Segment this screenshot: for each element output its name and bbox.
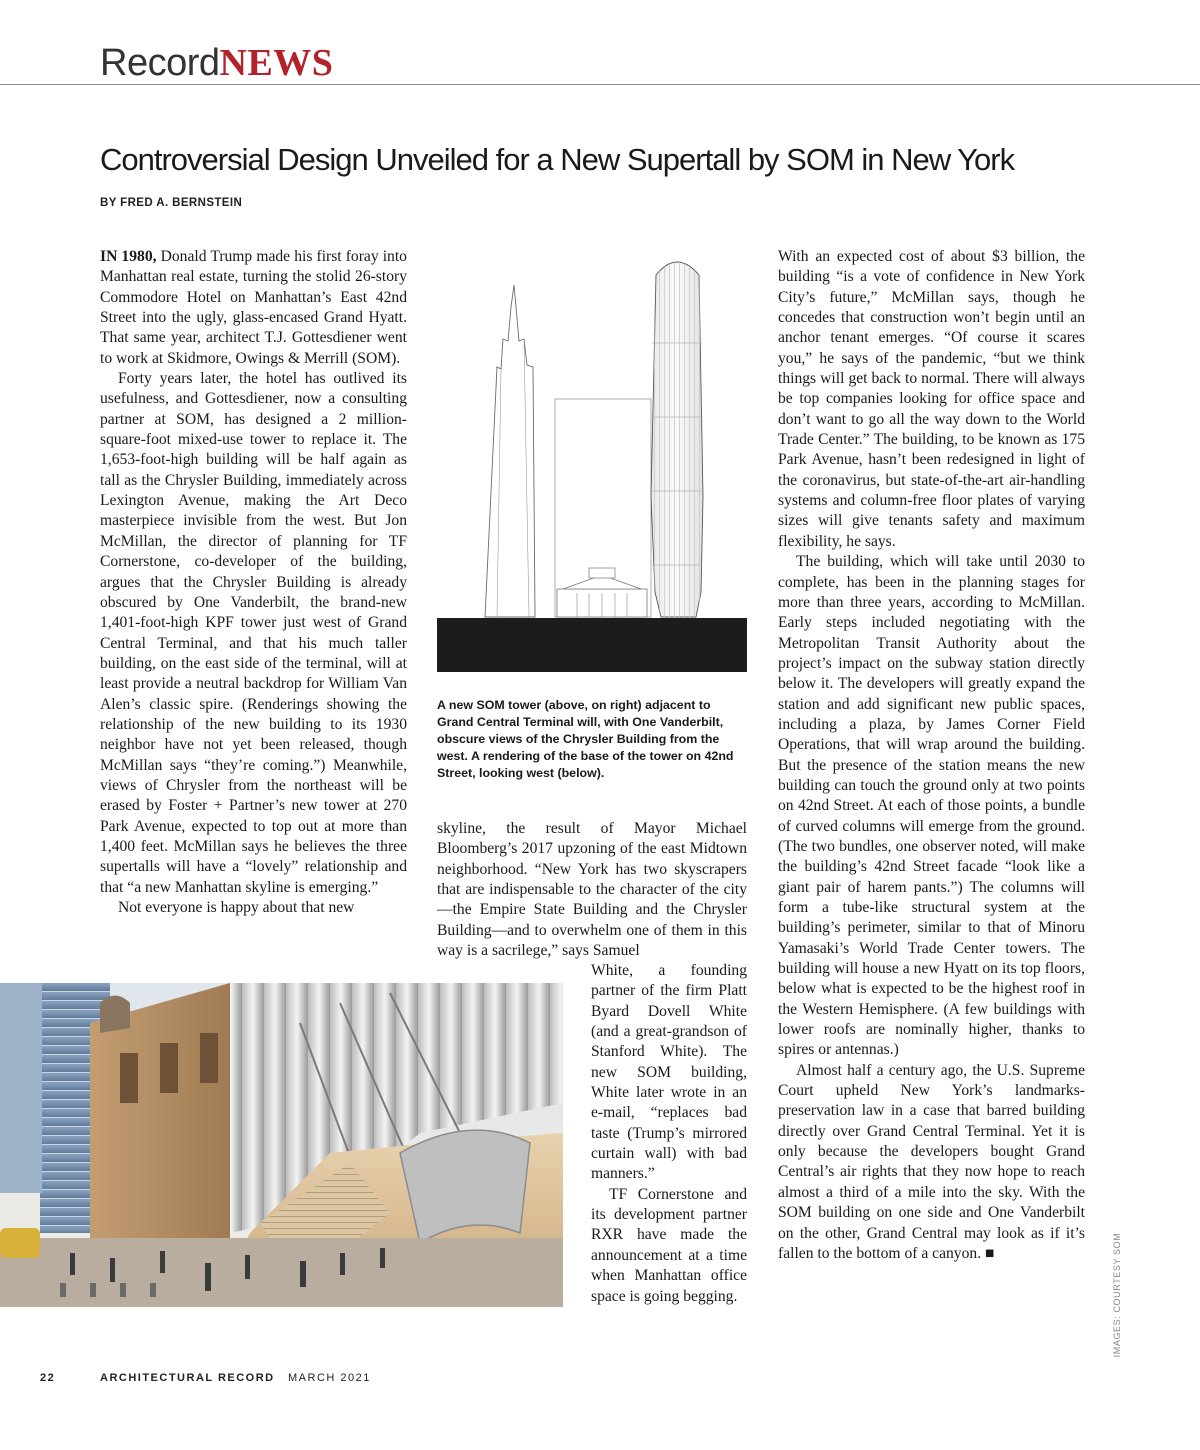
image-credit (1107, 1230, 1127, 1360)
column1-paragraph-2: Forty years later, the hotel has outlived its usefulness, and Gottesdiener, now a consulting partner at SOM, has designed a 2 million-square-foot mixed-use tower to replace it. The 1,653-foot-high building will be half again as tall as the Chrysler Building, immediately across Lexington Avenue, making the Art Deco masterpiece invisible from the west. But Jon McMillan, the director of planning for TF Cornerstone, co-developer of the building, argues that the Chrysler Building is already obscured by One Vanderbilt, the brand-new 1,401-foot-high KPF tower just west of Grand Central Terminal, and that his much taller building, on the east side of the terminal, will at least provide a neutral backdrop for William Van Alen’s classic spire. (Renderings showing the relationship of the new building to its 1930 neighbor have not yet been released, though McMillan says “they’re coming.”) Meanwhile, views of Chrysler from the northeast will be erased by Foster + Partner’s new tower at 270 Park Avenue, expected to top out at more than 1,400 feet. McMillan says he believes the three supertalls will have a “lovely” relationship and that “a new Manhattan skyline is emerging.” (100, 370, 407, 896)
column1-paragraph-3: Not everyone is happy about that new (118, 899, 355, 916)
column2-paragraph-1: skyline, the result of Mayor Michael Bloomberg’s 2017 upzoning of the east Midtown neighborhood. “New York has two skyscrapers that are indispensable to the character of the city—the Empire State Building and the Chrysler Building—and to overwhelm one of them in this way is a sacrilege,” says Samuel (437, 820, 747, 960)
column3-paragraph-3: Almost half a century ago, the U.S. Supreme Court upheld New York’s landmarks-preservation law in a case that barred building directly over Grand Central Terminal. Yet it is only because the developers bought Grand Central’s air rights that they now hope to reach almost a third of a mile into the sky. With the SOM building on one side and One Vanderbilt on the other, Grand Central may look as if it’s fallen to the bottom of a canyon. ■ (778, 1061, 1085, 1262)
ground-band (437, 618, 747, 672)
byline: BY FRED A. BERNSTEIN (100, 197, 243, 209)
lead-in: IN 1980, (100, 248, 157, 265)
som-tower-elevation (651, 262, 703, 617)
street-rendering-image (0, 983, 563, 1307)
one-vanderbilt-outline (485, 285, 535, 617)
article-column-1 (100, 247, 407, 918)
masthead-record: Record (100, 42, 220, 84)
column3-paragraph-1: With an expected cost of about $3 billion, the building “is a vote of confidence in New York City’s future,” McMillan says, though he concedes that construction won’t begin until an anchor tenant emerges. “Of course it scares you,” he says of the pandemic, “but we think things will get back to normal. There will always be top companies looking for office space and don’t want to go all the way down to the World Trade Center.” The building, to be known as 175 Park Avenue, hasn’t been redesigned in light of the coronavirus, but state-of-the-art air-handling systems and column-free floor plates of varying sizes will give tenants safety and maximum flexibility, he says. (778, 248, 1085, 550)
magazine-name: ARCHITECTURAL RECORD (100, 1372, 275, 1384)
sidewalk (0, 1238, 563, 1307)
column3-paragraph-2: The building, which will take until 2030 to complete, has been in the planning stages for more than three years, according to McMillan. Early steps included negotiating with the Metropolitan Transit Authority about the project’s impact on the subway station directly below it. The developers will greatly expand the station and add significant new public spaces, including a plaza, by James Corner Field Operations, that will wrap around the building. But the presence of the station means the new building can touch the ground only at two points on 42nd Street. At each of those points, a bundle of curved columns will emerge from the ground. (The two bundles, one observer noted, will make the building’s 42nd Street facade “look like a giant pair of harem pants.”) The columns will form a tube-like structural system at the building’s perimeter, similar to that of Minoru Yamasaki’s World Trade Center towers. The building will house a new Hyatt on its top floors, below what is expected to be the highest roof in the Western Hemisphere. (A few buildings with lower roofs are nominally higher, thanks to spires or antennas.) (778, 553, 1085, 1059)
column2-paragraph-2: White, a founding partner of the firm Platt Byard Dovell White (and a great-grandson of Stanford White). The new SOM building, White later wrote in an e-mail, “replaces bad taste (Trump’s mirrored curtain wall) with bad manners.” (591, 962, 747, 1183)
headline: Controversial Design Unveiled for a New Supertall by SOM in New York (100, 142, 1015, 177)
column1-paragraph-1 (100, 247, 407, 369)
column2-paragraph-3: TF Cornerstone and its development partner RXR have made the announcement at a time when Manhattan office space is going begging. (591, 1185, 747, 1305)
masthead (100, 40, 333, 86)
issue-date: MARCH 2021 (288, 1372, 371, 1384)
masthead-news: NEWS (219, 42, 334, 84)
image-credit-text: IMAGES: COURTESY SOM (1112, 1232, 1122, 1358)
column1-paragraph-1-text: Donald Trump made his first foray into Manhattan real estate, turning the stolid 26-story Commodore Hotel on Manhattan’s East 42nd Street into the ugly, glass-encased Grand Hyatt. That same year, architect T.J. Gottesdiener went to work at Skidmore, Owings & Merrill (SOM). (100, 248, 407, 367)
escalator-canopy (400, 1130, 530, 1243)
tower-elevation-illustration (437, 247, 747, 674)
article-column-2-narrow (591, 961, 747, 1307)
article-column-2-top (437, 819, 747, 961)
figure-caption: A new SOM tower (above, on right) adjacent to Grand Central Terminal will, with One Vanderbilt, obscure views of the Chrysler Building from the west. A rendering of the base of the tower on 42nd Street, looking west (below). (437, 698, 734, 780)
article-column-3 (778, 247, 1085, 1264)
page-number: 22 (40, 1372, 56, 1384)
header-rule (0, 84, 1200, 85)
